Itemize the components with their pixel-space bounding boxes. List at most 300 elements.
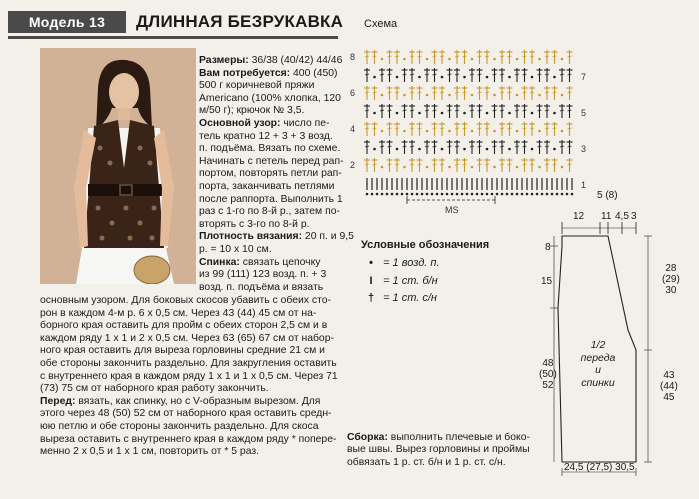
dc-stitch-cross bbox=[523, 164, 527, 165]
text-line bbox=[199, 231, 354, 244]
dc-stitch-cross bbox=[395, 56, 399, 57]
chain-stitch bbox=[486, 148, 489, 151]
text-line-body: выполнить плечевые и боко- bbox=[387, 432, 530, 443]
text-line-lead: Основной узор: bbox=[199, 117, 281, 129]
dim-8: 8 bbox=[545, 242, 551, 253]
chain-stitch bbox=[556, 193, 559, 196]
dc-stitch-cross bbox=[545, 74, 549, 75]
text-line-lead: Сборка: bbox=[347, 432, 388, 443]
dc-stitch-cross bbox=[523, 146, 527, 147]
dc-stitch-cross bbox=[418, 92, 422, 93]
text-line bbox=[40, 446, 332, 459]
dc-stitch-cross bbox=[380, 74, 384, 75]
chain-stitch bbox=[516, 166, 519, 169]
dc-stitch-cross bbox=[463, 164, 467, 165]
chain-stitch bbox=[448, 94, 451, 97]
text-line-body: порта, заканчивать петлями bbox=[199, 180, 335, 192]
row-number-right: 7 bbox=[581, 72, 587, 82]
dc-stitch-cross bbox=[478, 128, 482, 129]
text-line-body: каждом ряду 1 х 1 и 2 х 0,5 см. Через 63 (65) 67 см от набор- bbox=[40, 332, 334, 344]
legend-text: = 1 возд. п. bbox=[383, 257, 440, 269]
text-line-body: портом, повторять петли рап- bbox=[199, 168, 342, 180]
dc-stitch-cross bbox=[508, 92, 512, 93]
dc-stitch-cross bbox=[388, 56, 392, 57]
dc-stitch-cross bbox=[500, 164, 504, 165]
dc-stitch-cross bbox=[448, 146, 452, 147]
dc-stitch-cross bbox=[463, 128, 467, 129]
dc-stitch-cross bbox=[500, 128, 504, 129]
chain-stitch bbox=[476, 193, 479, 196]
chain-stitch bbox=[486, 112, 489, 115]
text-line-body: вые швы. Вырез горловины и проймы bbox=[347, 444, 530, 456]
chain-stitch bbox=[426, 94, 429, 97]
chain-stitch bbox=[396, 193, 399, 196]
dc-stitch-cross bbox=[568, 146, 572, 147]
chain-stitch bbox=[463, 148, 466, 151]
dc-stitch-cross bbox=[455, 164, 459, 165]
text-line-lead: Плотность вязания: bbox=[199, 231, 303, 243]
rapport-label: MS bbox=[445, 205, 459, 215]
chain-stitch bbox=[418, 148, 421, 151]
chain-stitch bbox=[516, 193, 519, 196]
chain-stitch bbox=[411, 193, 414, 196]
text-line-body: менно 2 х 0,5 и 1 х 1 см, повторить от * 5 раз. bbox=[40, 446, 260, 458]
dc-stitch-cross bbox=[508, 164, 512, 165]
text-line bbox=[40, 333, 332, 346]
chain-stitch bbox=[566, 193, 569, 196]
chain-stitch bbox=[466, 193, 469, 196]
dim-3: 3 bbox=[631, 211, 637, 222]
chain-stitch bbox=[376, 193, 379, 196]
text-line-body: после раппорта. Выполнить 1 bbox=[199, 193, 343, 205]
text-line-body: 20 п. и 9,5 bbox=[302, 231, 354, 243]
chain-stitch bbox=[471, 94, 474, 97]
text-line bbox=[40, 396, 332, 409]
dc-stitch-cross bbox=[493, 74, 497, 75]
row-number-right: 1 bbox=[581, 180, 587, 190]
dc-stitch-cross bbox=[523, 56, 527, 57]
dc-stitch-cross bbox=[530, 164, 534, 165]
dc-stitch-cross bbox=[485, 164, 489, 165]
chain-stitch bbox=[426, 130, 429, 133]
dc-stitch-cross bbox=[560, 74, 564, 75]
dc-stitch-cross bbox=[515, 146, 519, 147]
chain-stitch bbox=[373, 112, 376, 115]
chain-stitch bbox=[493, 94, 496, 97]
dc-stitch-cross bbox=[515, 110, 519, 111]
chain-stitch bbox=[526, 193, 529, 196]
chain-stitch bbox=[426, 166, 429, 169]
dc-stitch-cross bbox=[425, 110, 429, 111]
text-line bbox=[40, 370, 338, 384]
text-line-body: (73) 75 см от наборного края работу закончить. bbox=[40, 383, 269, 395]
chain-stitch bbox=[508, 112, 511, 115]
text-line-lead: Вам потребуется: bbox=[199, 67, 291, 79]
chain-stitch bbox=[381, 94, 384, 97]
text-line bbox=[40, 408, 332, 421]
dc-stitch-cross bbox=[418, 128, 422, 129]
chain-stitch bbox=[426, 193, 429, 196]
dc-stitch-cross bbox=[380, 146, 384, 147]
text-line bbox=[40, 421, 332, 434]
dc-stitch-cross bbox=[568, 74, 572, 75]
legend-item-dc bbox=[362, 292, 437, 304]
chain-stitch bbox=[371, 193, 374, 196]
chain-stitch bbox=[451, 193, 454, 196]
dc-stitch-cross bbox=[448, 110, 452, 111]
dc-stitch-cross bbox=[403, 110, 407, 111]
dc-stitch-cross bbox=[455, 92, 459, 93]
dc-stitch-cross bbox=[395, 128, 399, 129]
dc-stitch-cross bbox=[500, 146, 504, 147]
dc-stitch-cross bbox=[455, 74, 459, 75]
chain-stitch bbox=[536, 193, 539, 196]
chain-stitch bbox=[553, 76, 556, 79]
dc-stitch-cross bbox=[463, 92, 467, 93]
dc-stitch-cross bbox=[410, 164, 414, 165]
chain-stitch bbox=[403, 166, 406, 169]
dc-stitch-cross bbox=[388, 92, 392, 93]
text-line-body: рон в каждом 4-м р. 6 х 0,5 см. Через 43 (44) 45 см от на- bbox=[40, 307, 317, 319]
dc-stitch-cross bbox=[470, 146, 474, 147]
dc-stitch-cross bbox=[523, 128, 527, 129]
chain-stitch bbox=[373, 148, 376, 151]
text-line-body: выреза оставить с внутреннего края в каждом ряду * попере- bbox=[40, 433, 337, 445]
text-line-body: п. подъёма. Вязать по схеме. bbox=[199, 143, 341, 155]
dc-stitch-cross bbox=[478, 164, 482, 165]
chain-stitch bbox=[531, 148, 534, 151]
dc-stitch-cross bbox=[530, 128, 534, 129]
legend-item-sc bbox=[362, 275, 438, 287]
chain-stitch bbox=[531, 193, 534, 196]
row-number-right: 5 bbox=[581, 108, 587, 118]
chain-stitch bbox=[493, 166, 496, 169]
dim-4-5: 4,5 bbox=[615, 211, 629, 222]
dc-stitch-cross bbox=[440, 164, 444, 165]
chain-stitch bbox=[436, 193, 439, 196]
chain-stitch bbox=[531, 112, 534, 115]
dc-stitch-cross bbox=[440, 128, 444, 129]
dc-stitch-cross bbox=[545, 110, 549, 111]
dim-15: 15 bbox=[541, 276, 553, 287]
dc-stitch-cross bbox=[418, 164, 422, 165]
dc-stitch-cross bbox=[485, 56, 489, 57]
text-line-lead: Спинка: bbox=[199, 256, 240, 268]
chain-stitch bbox=[538, 130, 541, 133]
chain-stitch bbox=[531, 76, 534, 79]
dc-stitch-cross bbox=[410, 92, 414, 93]
dc-stitch-cross bbox=[365, 110, 369, 111]
dc-stitch-cross bbox=[500, 92, 504, 93]
dc-stitch-cross bbox=[560, 146, 564, 147]
chain-stitch bbox=[471, 166, 474, 169]
text-line-lead: Перед: bbox=[40, 395, 76, 407]
dc-stitch-cross bbox=[388, 164, 392, 165]
text-line bbox=[199, 282, 331, 295]
chain-stitch bbox=[471, 193, 474, 196]
dc-stitch-cross bbox=[553, 164, 557, 165]
dc-stitch-cross bbox=[463, 56, 467, 57]
chain-stitch bbox=[381, 130, 384, 133]
chain-stitch bbox=[501, 193, 504, 196]
dc-stitch-cross bbox=[373, 92, 377, 93]
chain-stitch bbox=[471, 130, 474, 133]
text-line bbox=[199, 55, 343, 68]
chain-stitch bbox=[396, 76, 399, 79]
chain-stitch bbox=[506, 193, 509, 196]
chain-stitch bbox=[541, 193, 544, 196]
chain-stitch bbox=[561, 130, 564, 133]
chain-stitch bbox=[418, 112, 421, 115]
chain-stitch bbox=[546, 193, 549, 196]
dc-stitch-cross bbox=[365, 128, 369, 129]
legend-text: = 1 ст. с/н bbox=[383, 292, 437, 304]
dc-stitch-cross bbox=[455, 110, 459, 111]
text-line-body: 400 (450) bbox=[290, 67, 338, 79]
text-line-body: этого через 48 (50) 52 см от наборного края оставить средн- bbox=[40, 408, 332, 420]
row-number-left: 8 bbox=[350, 52, 356, 62]
dim-12: 12 bbox=[573, 211, 585, 222]
dc-stitch-cross bbox=[568, 128, 572, 129]
legend-symbol: • bbox=[369, 257, 373, 269]
chain-stitch bbox=[538, 94, 541, 97]
chain-stitch bbox=[516, 58, 519, 61]
chain-stitch bbox=[406, 193, 409, 196]
text-line bbox=[199, 168, 342, 181]
dc-stitch-cross bbox=[515, 74, 519, 75]
dc-stitch-cross bbox=[530, 92, 534, 93]
text-line bbox=[199, 180, 335, 194]
chain-stitch bbox=[516, 94, 519, 97]
text-line bbox=[199, 92, 341, 106]
header-rule bbox=[8, 36, 338, 39]
chain-stitch bbox=[381, 193, 384, 196]
chain-stitch bbox=[508, 76, 511, 79]
dc-stitch-cross bbox=[478, 110, 482, 111]
dc-stitch-cross bbox=[433, 146, 437, 147]
text-line-body: Начинать с петель перед рап- bbox=[199, 155, 344, 167]
chain-stitch bbox=[441, 112, 444, 115]
dc-stitch-cross bbox=[410, 56, 414, 57]
model-badge: Модель 13 bbox=[8, 11, 126, 33]
dc-stitch-cross bbox=[493, 110, 497, 111]
text-line-body: обе стороны закончить раздельно. Для закругления оставить bbox=[40, 357, 337, 369]
dc-stitch-cross bbox=[508, 56, 512, 57]
model-photo bbox=[40, 48, 196, 284]
scheme-title: Схема bbox=[364, 18, 398, 30]
dc-stitch-cross bbox=[365, 74, 369, 75]
dc-stitch-cross bbox=[380, 110, 384, 111]
legend-symbol: † bbox=[367, 292, 375, 304]
dc-stitch-cross bbox=[530, 56, 534, 57]
text-line bbox=[40, 433, 337, 447]
dim-28: 28 (29) 30 bbox=[662, 263, 680, 296]
chain-stitch bbox=[561, 193, 564, 196]
chain-stitch bbox=[366, 193, 369, 196]
piece-label: 1/2 переда и спинки bbox=[580, 339, 616, 389]
chain-stitch bbox=[426, 58, 429, 61]
chain-stitch bbox=[481, 193, 484, 196]
dc-stitch-cross bbox=[478, 74, 482, 75]
text-line bbox=[40, 320, 332, 333]
text-line bbox=[199, 257, 331, 270]
text-line bbox=[199, 80, 331, 93]
chain-stitch bbox=[441, 148, 444, 151]
chain-stitch bbox=[493, 130, 496, 133]
dc-stitch-cross bbox=[470, 74, 474, 75]
dc-stitch-cross bbox=[418, 56, 422, 57]
dc-stitch-cross bbox=[425, 74, 429, 75]
chain-stitch bbox=[561, 166, 564, 169]
chain-stitch bbox=[373, 76, 376, 79]
row-number-left: 6 bbox=[350, 88, 356, 98]
chain-stitch bbox=[401, 193, 404, 196]
text-line bbox=[199, 118, 331, 131]
dc-stitch-cross bbox=[523, 74, 527, 75]
chain-stitch bbox=[441, 76, 444, 79]
text-line-body: из 99 (111) 123 возд. п. + 3 bbox=[199, 269, 327, 281]
dc-stitch-cross bbox=[433, 128, 437, 129]
dc-stitch-cross bbox=[478, 92, 482, 93]
chain-stitch bbox=[561, 94, 564, 97]
dc-stitch-cross bbox=[373, 164, 377, 165]
dc-stitch-cross bbox=[545, 146, 549, 147]
chain-stitch bbox=[471, 58, 474, 61]
chain-stitch bbox=[396, 112, 399, 115]
chain-stitch bbox=[448, 166, 451, 169]
chain-stitch bbox=[516, 130, 519, 133]
chain-stitch bbox=[463, 76, 466, 79]
dc-stitch-cross bbox=[388, 146, 392, 147]
dim-11: 11 bbox=[601, 211, 612, 222]
dc-stitch-cross bbox=[373, 128, 377, 129]
dc-stitch-cross bbox=[553, 56, 557, 57]
row-number-left: 4 bbox=[350, 124, 356, 134]
text-line-body: связать цепочку bbox=[239, 256, 321, 268]
chain-stitch bbox=[493, 58, 496, 61]
text-line-body: с внутреннего края в каждом ряду 1 х 1 и 1 х 0,5 см. Через 71 bbox=[40, 370, 338, 382]
text-line-body: обвязать 1 р. ст. б/н и 1 р. ст. с/н. bbox=[347, 456, 506, 468]
chain-stitch bbox=[396, 148, 399, 151]
text-line-body: тель кратно 12 + 3 + 3 возд. bbox=[199, 130, 333, 142]
dc-stitch-cross bbox=[493, 146, 497, 147]
dc-stitch-cross bbox=[365, 92, 369, 93]
dc-stitch-cross bbox=[395, 92, 399, 93]
dc-stitch-cross bbox=[433, 74, 437, 75]
row-number-left: 2 bbox=[350, 160, 356, 170]
chain-stitch bbox=[561, 58, 564, 61]
chain-stitch bbox=[538, 58, 541, 61]
dc-stitch-cross bbox=[365, 146, 369, 147]
chain-stitch bbox=[391, 193, 394, 196]
dc-stitch-cross bbox=[410, 74, 414, 75]
text-line-body: основным узором. Для боковых скосов убавить с обеих сто- bbox=[40, 295, 331, 306]
dc-stitch-cross bbox=[523, 110, 527, 111]
dc-stitch-cross bbox=[470, 110, 474, 111]
dc-stitch-cross bbox=[538, 146, 542, 147]
dim-5-8: 5 (8) bbox=[597, 190, 618, 201]
text-line bbox=[199, 206, 340, 219]
dc-stitch-cross bbox=[365, 164, 369, 165]
chain-stitch bbox=[521, 193, 524, 196]
text-line bbox=[347, 432, 530, 444]
text-line bbox=[347, 444, 530, 456]
dim-48: 48 (50) 52 bbox=[539, 358, 557, 391]
chain-stitch bbox=[553, 112, 556, 115]
dc-stitch-cross bbox=[568, 56, 572, 57]
instructions-text bbox=[40, 295, 338, 459]
intro-text bbox=[199, 55, 354, 294]
text-line bbox=[199, 143, 341, 156]
dc-stitch-cross bbox=[545, 92, 549, 93]
text-line-body: число пе- bbox=[280, 117, 330, 129]
dc-stitch-cross bbox=[523, 92, 527, 93]
text-line bbox=[199, 105, 331, 118]
dc-stitch-cross bbox=[538, 110, 542, 111]
chain-stitch bbox=[403, 58, 406, 61]
dc-stitch-cross bbox=[545, 164, 549, 165]
dc-stitch-cross bbox=[500, 56, 504, 57]
text-line-body: Americano (100% хлопка, 120 bbox=[199, 92, 341, 104]
chain-stitch bbox=[448, 130, 451, 133]
dc-stitch-cross bbox=[425, 146, 429, 147]
dc-stitch-cross bbox=[388, 110, 392, 111]
dc-stitch-cross bbox=[538, 74, 542, 75]
text-line bbox=[40, 345, 332, 358]
dc-stitch-cross bbox=[500, 110, 504, 111]
chain-stitch bbox=[486, 76, 489, 79]
chain-stitch bbox=[386, 193, 389, 196]
text-line-body: вторять с 3-го по 8-й р. bbox=[199, 218, 310, 230]
chain-stitch bbox=[416, 193, 419, 196]
dc-stitch-cross bbox=[485, 128, 489, 129]
chain-stitch bbox=[571, 193, 574, 196]
dc-stitch-cross bbox=[373, 56, 377, 57]
photo-illustration bbox=[40, 48, 196, 284]
dc-stitch-cross bbox=[440, 92, 444, 93]
dc-stitch-cross bbox=[388, 74, 392, 75]
text-line-lead: Размеры: bbox=[199, 55, 249, 66]
text-line bbox=[199, 67, 338, 81]
model-title: ДЛИННАЯ БЕЗРУКАВКА bbox=[136, 12, 344, 31]
dc-stitch-cross bbox=[545, 128, 549, 129]
text-line-body: ного края оставить для выреза горловины средние 21 см и bbox=[40, 345, 325, 357]
chain-stitch bbox=[403, 94, 406, 97]
chain-stitch bbox=[508, 148, 511, 151]
text-line bbox=[199, 193, 343, 207]
dc-stitch-cross bbox=[455, 56, 459, 57]
chain-stitch bbox=[381, 58, 384, 61]
dc-stitch-cross bbox=[433, 164, 437, 165]
text-line bbox=[199, 244, 331, 257]
dc-stitch-cross bbox=[440, 56, 444, 57]
dc-stitch-cross bbox=[395, 164, 399, 165]
text-line-body: р. = 10 х 10 см. bbox=[199, 243, 272, 255]
text-line-body: борного края оставить для пройм с обеих сторон 2,5 см и в bbox=[40, 320, 328, 332]
text-line-body: 36/38 (40/42) 44/46 bbox=[248, 55, 343, 66]
dc-stitch-cross bbox=[568, 164, 572, 165]
text-line bbox=[199, 155, 344, 169]
text-line bbox=[347, 457, 530, 469]
text-line bbox=[199, 219, 331, 232]
text-line-body: раз с 1-го по 8-й р., затем по- bbox=[199, 206, 340, 218]
dc-stitch-cross bbox=[388, 128, 392, 129]
assembly-text bbox=[347, 432, 530, 469]
dc-stitch-cross bbox=[478, 56, 482, 57]
dc-stitch-cross bbox=[500, 74, 504, 75]
chain-stitch bbox=[538, 166, 541, 169]
row-number-right: 3 bbox=[581, 144, 587, 154]
